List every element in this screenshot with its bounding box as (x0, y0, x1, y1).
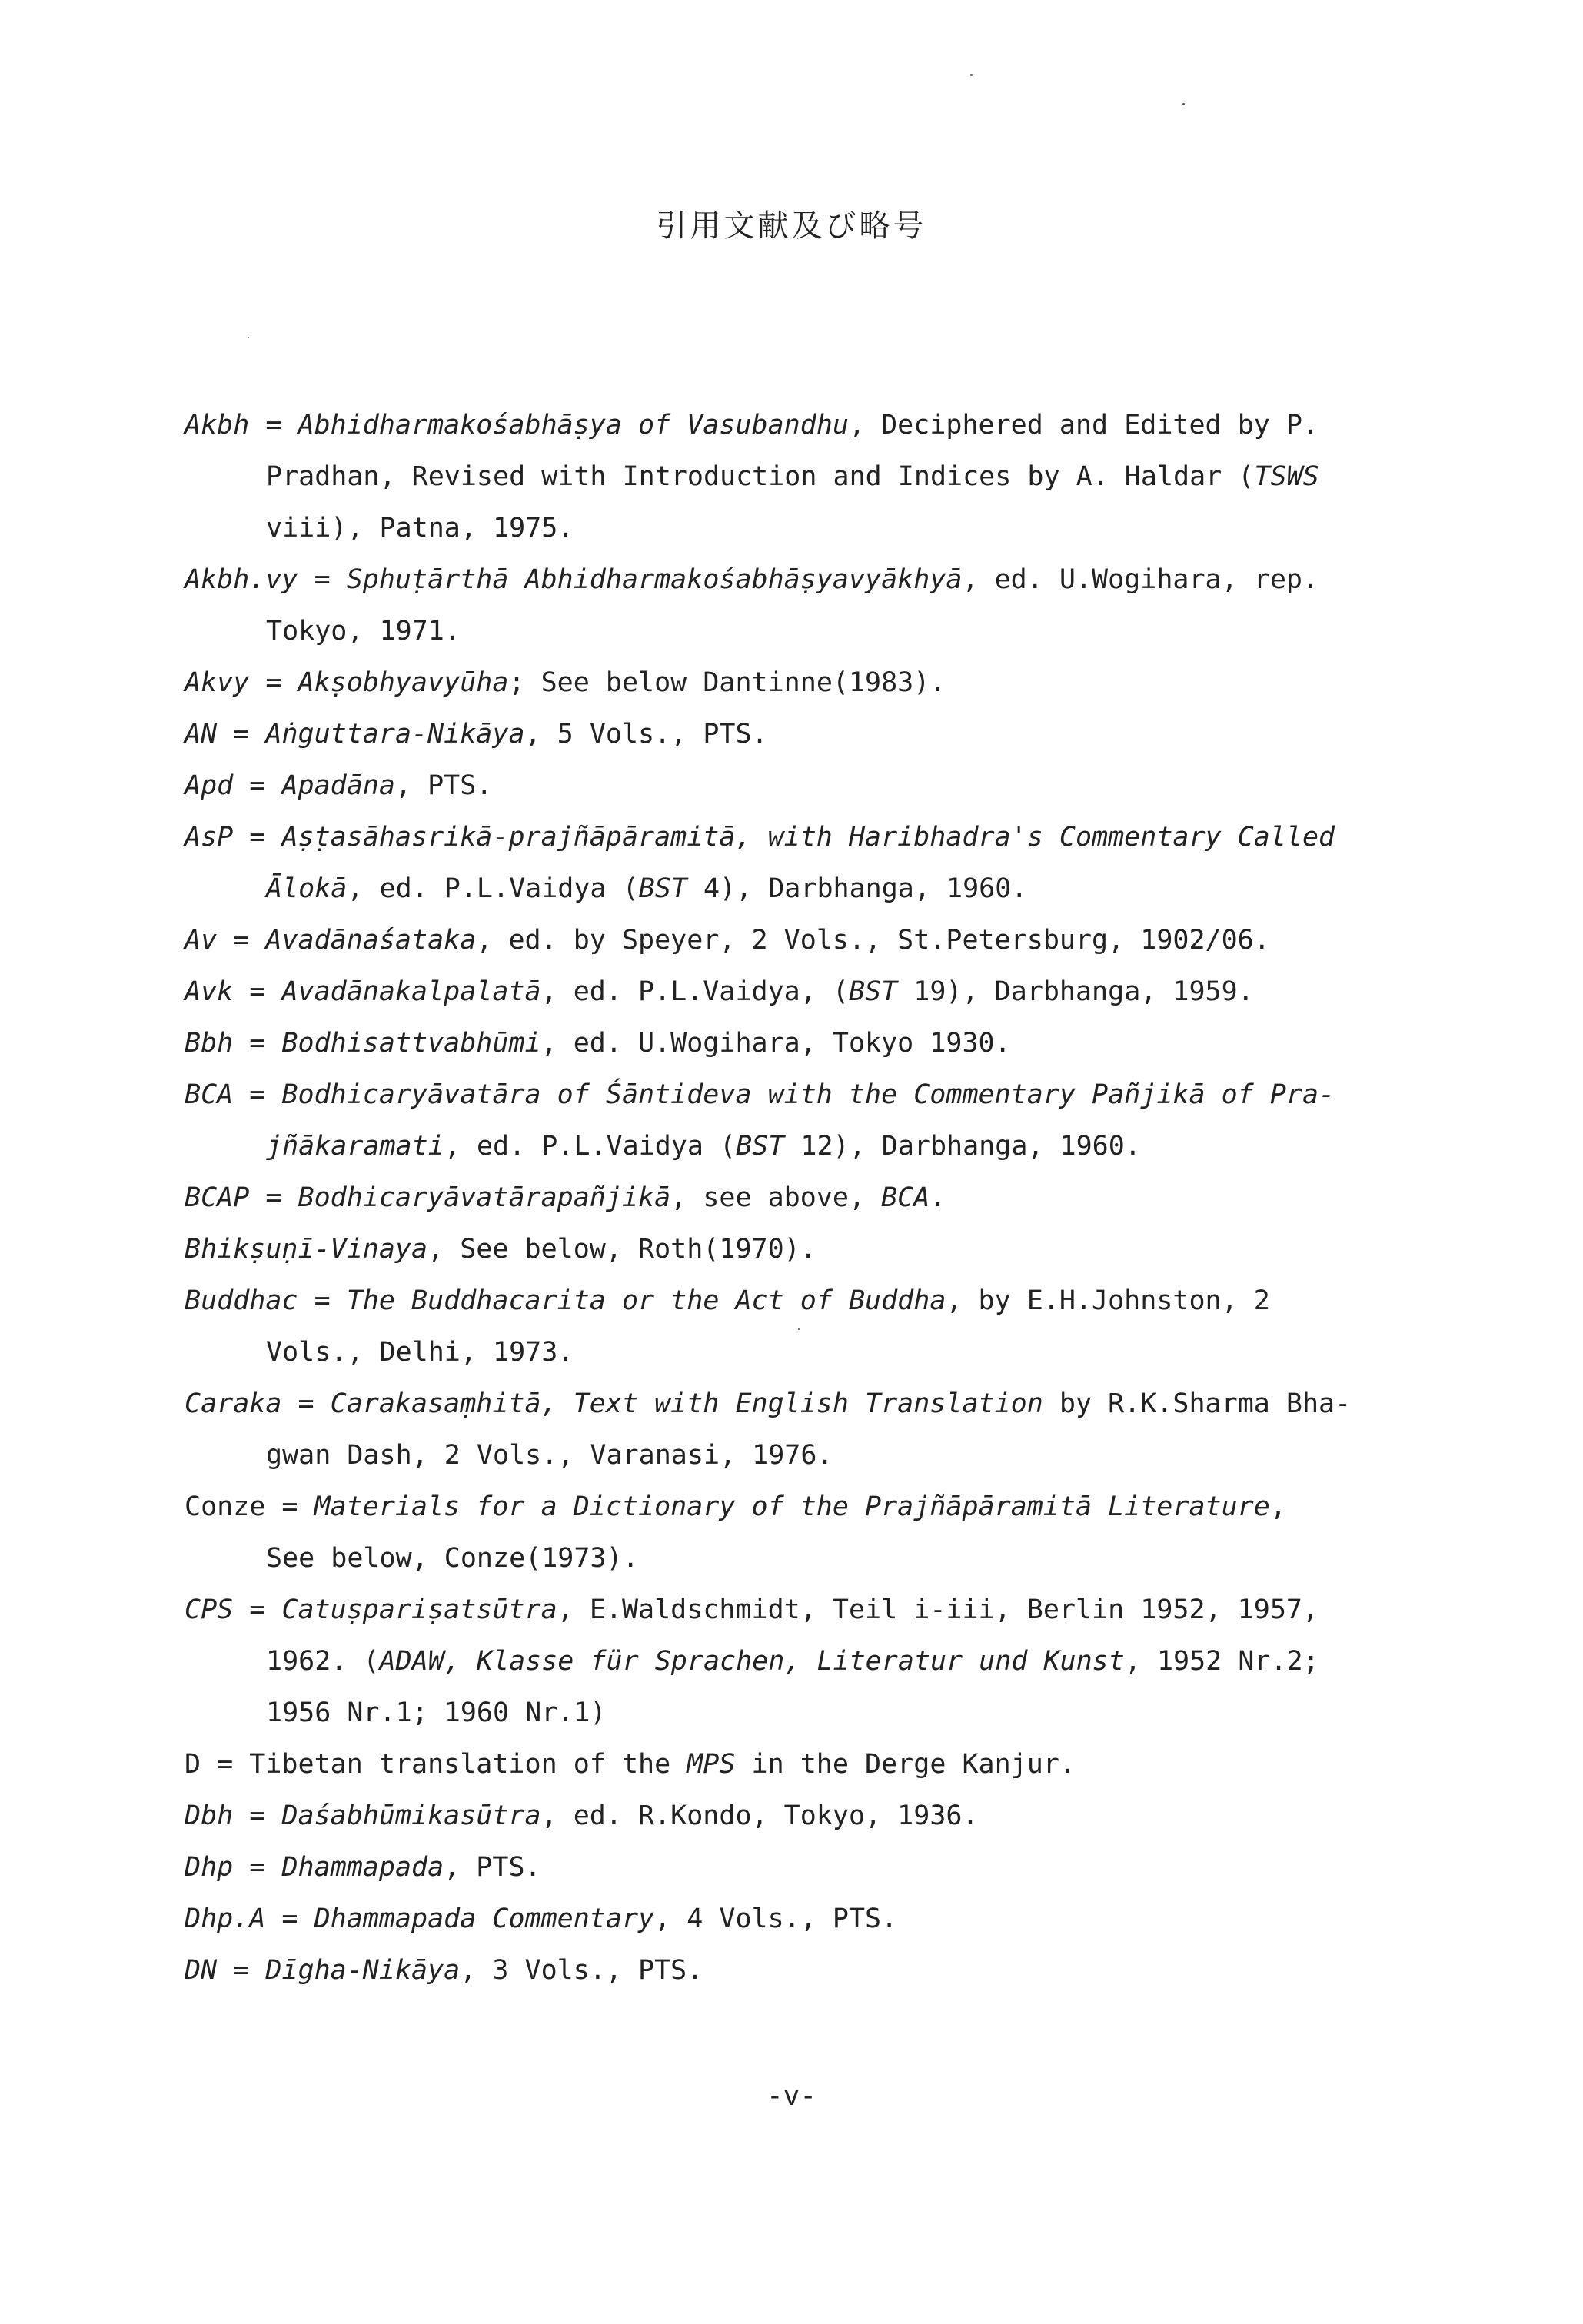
entry-first-line (185, 1018, 1384, 1069)
italic-text: BST (638, 873, 687, 904)
entry-first-line (185, 1893, 1384, 1945)
entry-text: in the Derge Kanjur. (735, 1749, 1076, 1780)
entry-text: = (233, 822, 282, 853)
scan-speck (970, 74, 973, 76)
entry-text: , ed. P.L.Vaidya ( (347, 873, 639, 904)
italic-text: BCA (185, 1079, 234, 1110)
italic-text: MPS (687, 1749, 736, 1780)
italic-text: TSWS (1254, 461, 1319, 492)
entry-text: See below, Conze(1973). (266, 1543, 639, 1574)
italic-text: Avadānakalpalatā (281, 976, 541, 1007)
italic-text: CPS (185, 1594, 234, 1625)
italic-text: The Buddhacarita or the Act of Buddha (346, 1285, 946, 1316)
entry-text: = (233, 1800, 282, 1831)
entry-text: , ed. by Speyer, 2 Vols., St.Petersburg, 1902/06. (476, 925, 1270, 956)
entry-continuation-line (185, 451, 1384, 503)
bibliography-entry (185, 1790, 1384, 1842)
italic-text: jñākaramati (266, 1131, 444, 1162)
italic-text: Avk (185, 976, 234, 1007)
entry-text: ; See below Dantinne(1983). (508, 667, 946, 698)
italic-text: Avadānaśataka (265, 925, 477, 956)
entry-continuation-line (185, 863, 1384, 915)
entry-text: gwan Dash, 2 Vols., Varanasi, 1976. (266, 1440, 833, 1471)
entry-text: = (233, 1594, 282, 1625)
entry-text: , 1952 Nr.2; (1124, 1646, 1319, 1677)
bibliography-entry (185, 1224, 1384, 1275)
bibliography-entry (185, 554, 1384, 657)
entry-text: , E.Waldschmidt, Teil i-iii, Berlin 1952, 1957, (557, 1594, 1319, 1625)
entry-continuation-line (185, 1327, 1384, 1378)
entry-first-line (185, 1275, 1384, 1327)
italic-text: Dbh (185, 1800, 234, 1831)
entry-text: , PTS. (394, 770, 493, 801)
bibliography-entry (185, 966, 1384, 1018)
bibliography-entry (185, 915, 1384, 966)
italic-text: Bodhisattvabhūmi (281, 1028, 541, 1059)
italic-text: BST (736, 1131, 785, 1162)
entry-continuation-line (185, 503, 1384, 554)
bibliography-entry (185, 1945, 1384, 1997)
entry-text: . (930, 1182, 946, 1213)
entry-first-line (185, 400, 1384, 451)
entry-text: , ed. P.L.Vaidya, ( (540, 976, 849, 1007)
entry-text: , ed. R.Kondo, Tokyo, 1936. (540, 1800, 979, 1831)
entry-text: = (217, 719, 266, 750)
entry-continuation-line (185, 1687, 1384, 1739)
italic-text: Av (185, 925, 218, 956)
bibliography-entry (185, 760, 1384, 812)
entry-first-line (185, 1945, 1384, 1997)
entry-first-line (185, 1172, 1384, 1224)
entry-first-line (185, 1378, 1384, 1430)
entry-text: 1956 Nr.1; 1960 Nr.1) (266, 1697, 607, 1728)
bibliography-entry (185, 1378, 1384, 1481)
bibliography-entry (185, 1481, 1384, 1584)
bibliography-list (185, 400, 1384, 1997)
entry-text: D = Tibetan translation of the (185, 1749, 687, 1780)
entry-continuation-line (185, 1121, 1384, 1172)
italic-text: Akṣobhyavyūha (298, 667, 509, 698)
entry-text: , PTS. (444, 1852, 541, 1883)
scan-speck (798, 1328, 800, 1330)
italic-text: Carakasaṃhitā, Text with English Translation (330, 1388, 1043, 1419)
italic-text: AN (185, 719, 218, 750)
bibliography-entry (185, 709, 1384, 760)
entry-first-line (185, 915, 1384, 966)
entry-first-line (185, 657, 1384, 709)
italic-text: Bodhicaryāvatārapañjikā (298, 1182, 671, 1213)
page-number: -v- (766, 2080, 817, 2112)
entry-text: = (249, 1182, 298, 1213)
entry-text: 19), Darbhanga, 1959. (897, 976, 1254, 1007)
entry-text: = (233, 1079, 282, 1110)
entry-text: , by E.H.Johnston, 2 (946, 1285, 1270, 1316)
bibliography-entry (185, 1275, 1384, 1378)
entry-text: , (1269, 1491, 1286, 1522)
entry-text: = (233, 976, 282, 1007)
italic-text: Akbh.vy (185, 564, 298, 595)
italic-text: Buddhac (185, 1285, 298, 1316)
entry-continuation-line (185, 606, 1384, 657)
entry-first-line (185, 1842, 1384, 1893)
entry-text: , ed. P.L.Vaidya ( (444, 1131, 737, 1162)
entry-text: Tokyo, 1971. (266, 616, 461, 647)
entry-first-line (185, 812, 1384, 863)
italic-text: BCA (881, 1182, 930, 1213)
entry-text: , 4 Vols., PTS. (654, 1903, 898, 1934)
italic-text: Dhammapada Commentary (314, 1903, 655, 1934)
entry-text: , see above, (670, 1182, 882, 1213)
entry-text: = (233, 1852, 282, 1883)
italic-text: Bbh (185, 1028, 234, 1059)
entry-text: 4), Darbhanga, 1960. (687, 873, 1028, 904)
entry-text: 1962. ( (266, 1646, 380, 1677)
italic-text: Bhikṣuṇī-Vinaya (185, 1234, 428, 1265)
entry-text: = (217, 925, 266, 956)
entry-first-line (185, 1224, 1384, 1275)
bibliography-entry (185, 1069, 1384, 1172)
entry-text: = (233, 1028, 282, 1059)
entry-first-line (185, 1584, 1384, 1636)
italic-text: Aṅguttara-Nikāya (265, 719, 525, 750)
entry-text: , ed. U.Wogihara, rep. (962, 564, 1319, 595)
italic-text: Sphuṭārthā Abhidharmakośabhāṣyavyākhyā (346, 564, 963, 595)
entry-text: , See below, Roth(1970). (427, 1234, 816, 1265)
italic-text: Akbh (185, 410, 250, 441)
entry-text: = (217, 1955, 266, 1986)
entry-text: , 5 Vols., PTS. (524, 719, 768, 750)
entry-text: , ed. U.Wogihara, Tokyo 1930. (540, 1028, 1011, 1059)
entry-continuation-line (185, 1533, 1384, 1584)
entry-first-line (185, 709, 1384, 760)
entry-text: = (233, 770, 282, 801)
italic-text: ADAW, Klasse für Sprachen, Literatur und Kunst (379, 1646, 1125, 1677)
bibliography-entry (185, 1739, 1384, 1790)
bibliography-entry (185, 657, 1384, 709)
bibliography-entry (185, 812, 1384, 915)
entry-continuation-line (185, 1636, 1384, 1687)
italic-text: DN (185, 1955, 218, 1986)
entry-text: 12), Darbhanga, 1960. (784, 1131, 1141, 1162)
page-title: 引用文献及び略号 (656, 208, 927, 244)
bibliography-entry (185, 1584, 1384, 1739)
entry-text: Pradhan, Revised with Introduction and Indices by A. Haldar ( (266, 461, 1255, 492)
italic-text: Ālokā (266, 873, 348, 904)
entry-first-line (185, 760, 1384, 812)
italic-text: Daśabhūmikasūtra (281, 1800, 541, 1831)
italic-text: Bodhicaryāvatāra of Śāntideva with the Commentary Pañjikā of Pra- (281, 1079, 1335, 1110)
italic-text: Dhp.A (185, 1903, 266, 1934)
italic-text: Aṣṭasāhasrikā-prajñāpāramitā, with Haribhadra's Commentary Called (281, 822, 1335, 853)
bibliography-entry (185, 1893, 1384, 1945)
italic-text: Materials for a Dictionary of the Prajñāpāramitā Literature (314, 1491, 1270, 1522)
scan-speck (248, 337, 249, 338)
italic-text: Apadāna (281, 770, 395, 801)
entry-first-line (185, 1481, 1384, 1533)
bibliography-entry (185, 1018, 1384, 1069)
entry-text: Vols., Delhi, 1973. (266, 1337, 574, 1368)
italic-text: BCAP (185, 1182, 250, 1213)
entry-text: = (265, 1903, 314, 1934)
italic-text: Akvy (185, 667, 250, 698)
entry-text: , 3 Vols., PTS. (460, 1955, 703, 1986)
italic-text: Apd (185, 770, 234, 801)
italic-text: Dhammapada (281, 1852, 444, 1883)
italic-text: Dhp (185, 1852, 234, 1883)
bibliography-entry (185, 400, 1384, 554)
italic-text: Dīgha-Nikāya (265, 1955, 461, 1986)
entry-first-line (185, 1739, 1384, 1790)
italic-text: Catuṣpariṣatsūtra (281, 1594, 557, 1625)
entry-first-line (185, 1069, 1384, 1121)
entry-text: = (298, 1285, 347, 1316)
entry-first-line (185, 966, 1384, 1018)
entry-first-line (185, 554, 1384, 606)
italic-text: Abhidharmakośabhāṣya of Vasubandhu (298, 410, 849, 441)
entry-text: by R.K.Sharma Bha- (1043, 1388, 1352, 1419)
entry-text: Conze = (185, 1491, 314, 1522)
entry-text: = (298, 564, 347, 595)
entry-text: = (281, 1388, 331, 1419)
bibliography-entry (185, 1172, 1384, 1224)
italic-text: BST (848, 976, 898, 1007)
entry-text: = (249, 410, 298, 441)
scan-speck (1182, 103, 1185, 105)
entry-text: viii), Patna, 1975. (266, 513, 574, 544)
entry-first-line (185, 1790, 1384, 1842)
italic-text: Caraka (185, 1388, 282, 1419)
italic-text: AsP (185, 822, 234, 853)
bibliography-entry (185, 1842, 1384, 1893)
entry-text: , Deciphered and Edited by P. (848, 410, 1319, 441)
entry-text: = (249, 667, 298, 698)
entry-continuation-line (185, 1430, 1384, 1481)
